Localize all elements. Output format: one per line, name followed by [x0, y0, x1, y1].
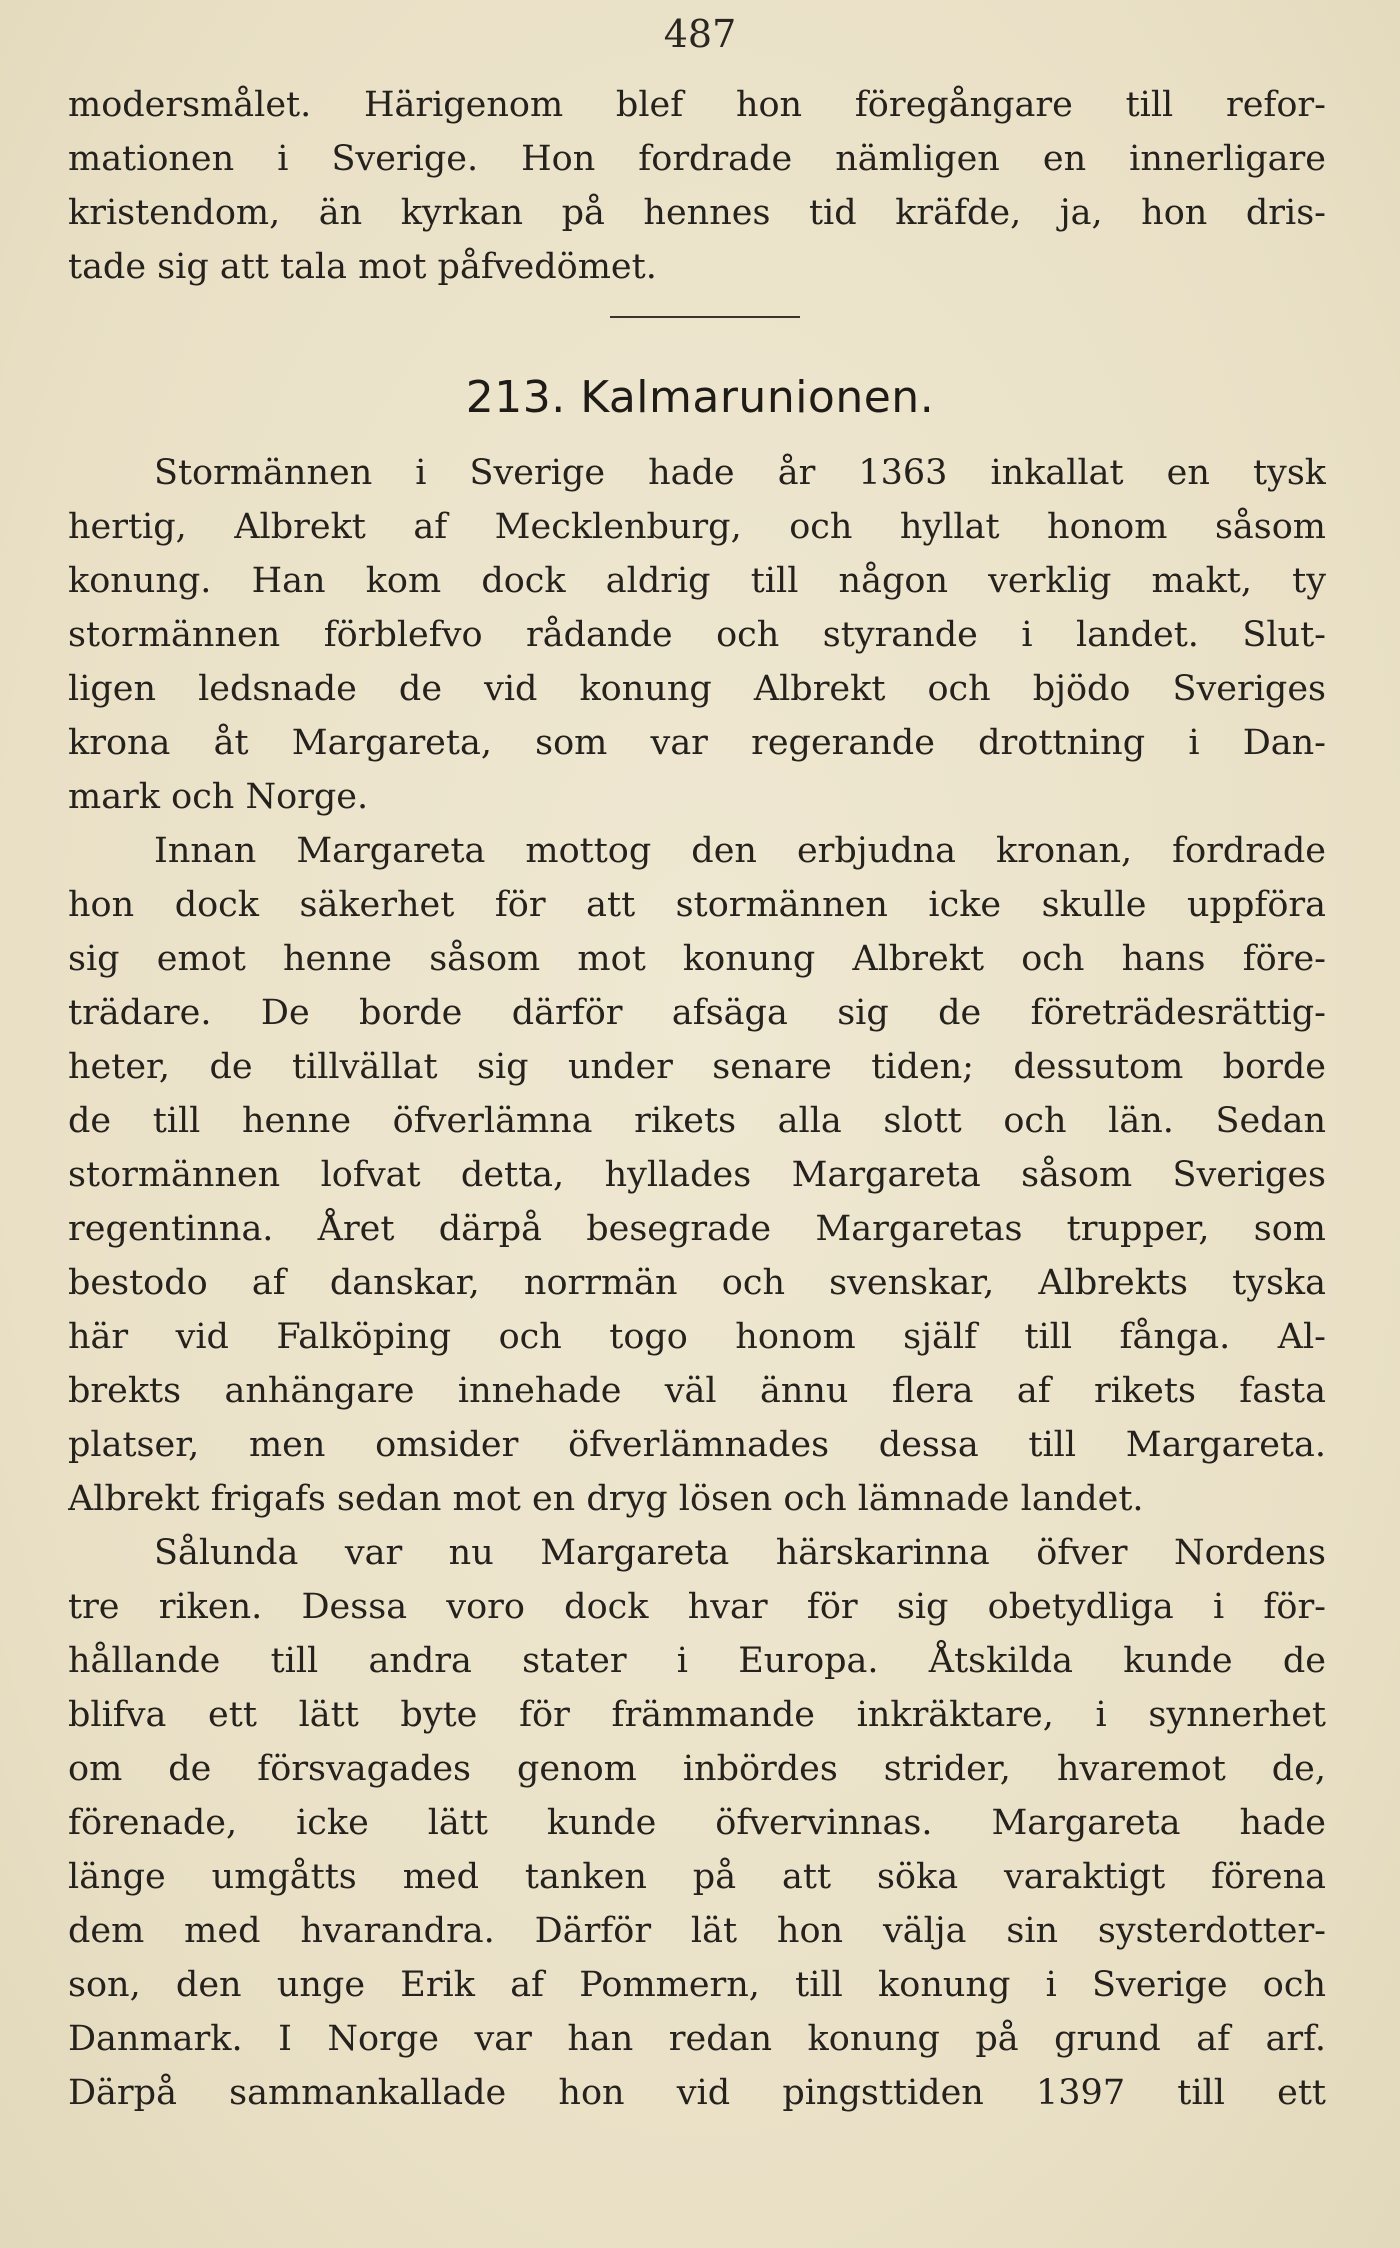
text-line: mationen i Sverige. Hon fordrade nämligen en innerligare	[68, 139, 1326, 179]
text-line: hon dock säkerhet för att stormännen icke skulle uppföra	[68, 885, 1326, 925]
text-line: modersmålet. Härigenom blef hon föregångare till refor-	[68, 85, 1326, 125]
text-line: Innan Margareta mottog den erbjudna kronan, fordrade	[154, 831, 1326, 871]
text-line: heter, de tillvällat sig under senare tiden; dessutom borde	[68, 1047, 1326, 1087]
text-line: son, den unge Erik af Pommern, till konung i Sverige och	[68, 1965, 1326, 2005]
text-line: hållande till andra stater i Europa. Åtskilda kunde de	[68, 1641, 1326, 1681]
text-line: blifva ett lätt byte för främmande inkräktare, i synnerhet	[68, 1695, 1326, 1735]
text-line: stormännen lofvat detta, hyllades Margareta såsom Sveriges	[68, 1155, 1326, 1195]
text-line: kristendom, än kyrkan på hennes tid kräfde, ja, hon dris-	[68, 193, 1326, 233]
text-line: Albrekt frigafs sedan mot en dryg lösen och lämnade landet.	[68, 1479, 1144, 1519]
text-line: konung. Han kom dock aldrig till någon verklig makt, ty	[68, 561, 1326, 601]
section-divider	[610, 316, 800, 318]
text-line: platser, men omsider öfverlämnades dessa till Margareta.	[68, 1425, 1326, 1465]
text-line: dem med hvarandra. Därför lät hon välja sin systerdotter-	[68, 1911, 1326, 1951]
text-line: sig emot henne såsom mot konung Albrekt och hans före-	[68, 939, 1326, 979]
text-line: hertig, Albrekt af Mecklenburg, och hyllat honom såsom	[68, 507, 1326, 547]
text-line: ligen ledsnade de vid konung Albrekt och bjödo Sveriges	[68, 669, 1326, 709]
text-line: trädare. De borde därför afsäga sig de företrädesrättig-	[68, 993, 1326, 1033]
text-line: Därpå sammankallade hon vid pingsttiden 1397 till ett	[68, 2073, 1326, 2113]
text-line: Danmark. I Norge var han redan konung på grund af arf.	[68, 2019, 1326, 2059]
text-line: förenade, icke lätt kunde öfvervinnas. Margareta hade	[68, 1803, 1326, 1843]
text-line: regentinna. Året därpå besegrade Margaretas trupper, som	[68, 1209, 1326, 1249]
section-heading: 213. Kalmarunionen.	[465, 372, 935, 423]
page-number: 487	[663, 12, 737, 56]
text-line: de till henne öfverlämna rikets alla slott och län. Sedan	[68, 1101, 1326, 1141]
text-line: länge umgåtts med tanken på att söka varaktigt förena	[68, 1857, 1326, 1897]
text-line: bestodo af danskar, norrmän och svenskar, Albrekts tyska	[68, 1263, 1326, 1303]
text-line: stormännen förblefvo rådande och styrande i landet. Slut-	[68, 615, 1326, 655]
text-line: Sålunda var nu Margareta härskarinna öfver Nordens	[154, 1533, 1326, 1573]
text-line: Stormännen i Sverige hade år 1363 inkallat en tysk	[154, 453, 1326, 493]
text-line: mark och Norge.	[68, 777, 369, 817]
text-line: tre riken. Dessa voro dock hvar för sig obetydliga i för-	[68, 1587, 1326, 1627]
text-line: om de försvagades genom inbördes strider, hvaremot de,	[68, 1749, 1326, 1789]
text-line: brekts anhängare innehade väl ännu flera af rikets fasta	[68, 1371, 1326, 1411]
text-line: här vid Falköping och togo honom själf till fånga. Al-	[68, 1317, 1326, 1357]
text-line: krona åt Margareta, som var regerande drottning i Dan-	[68, 723, 1326, 763]
text-line: tade sig att tala mot påfvedömet.	[68, 247, 657, 287]
